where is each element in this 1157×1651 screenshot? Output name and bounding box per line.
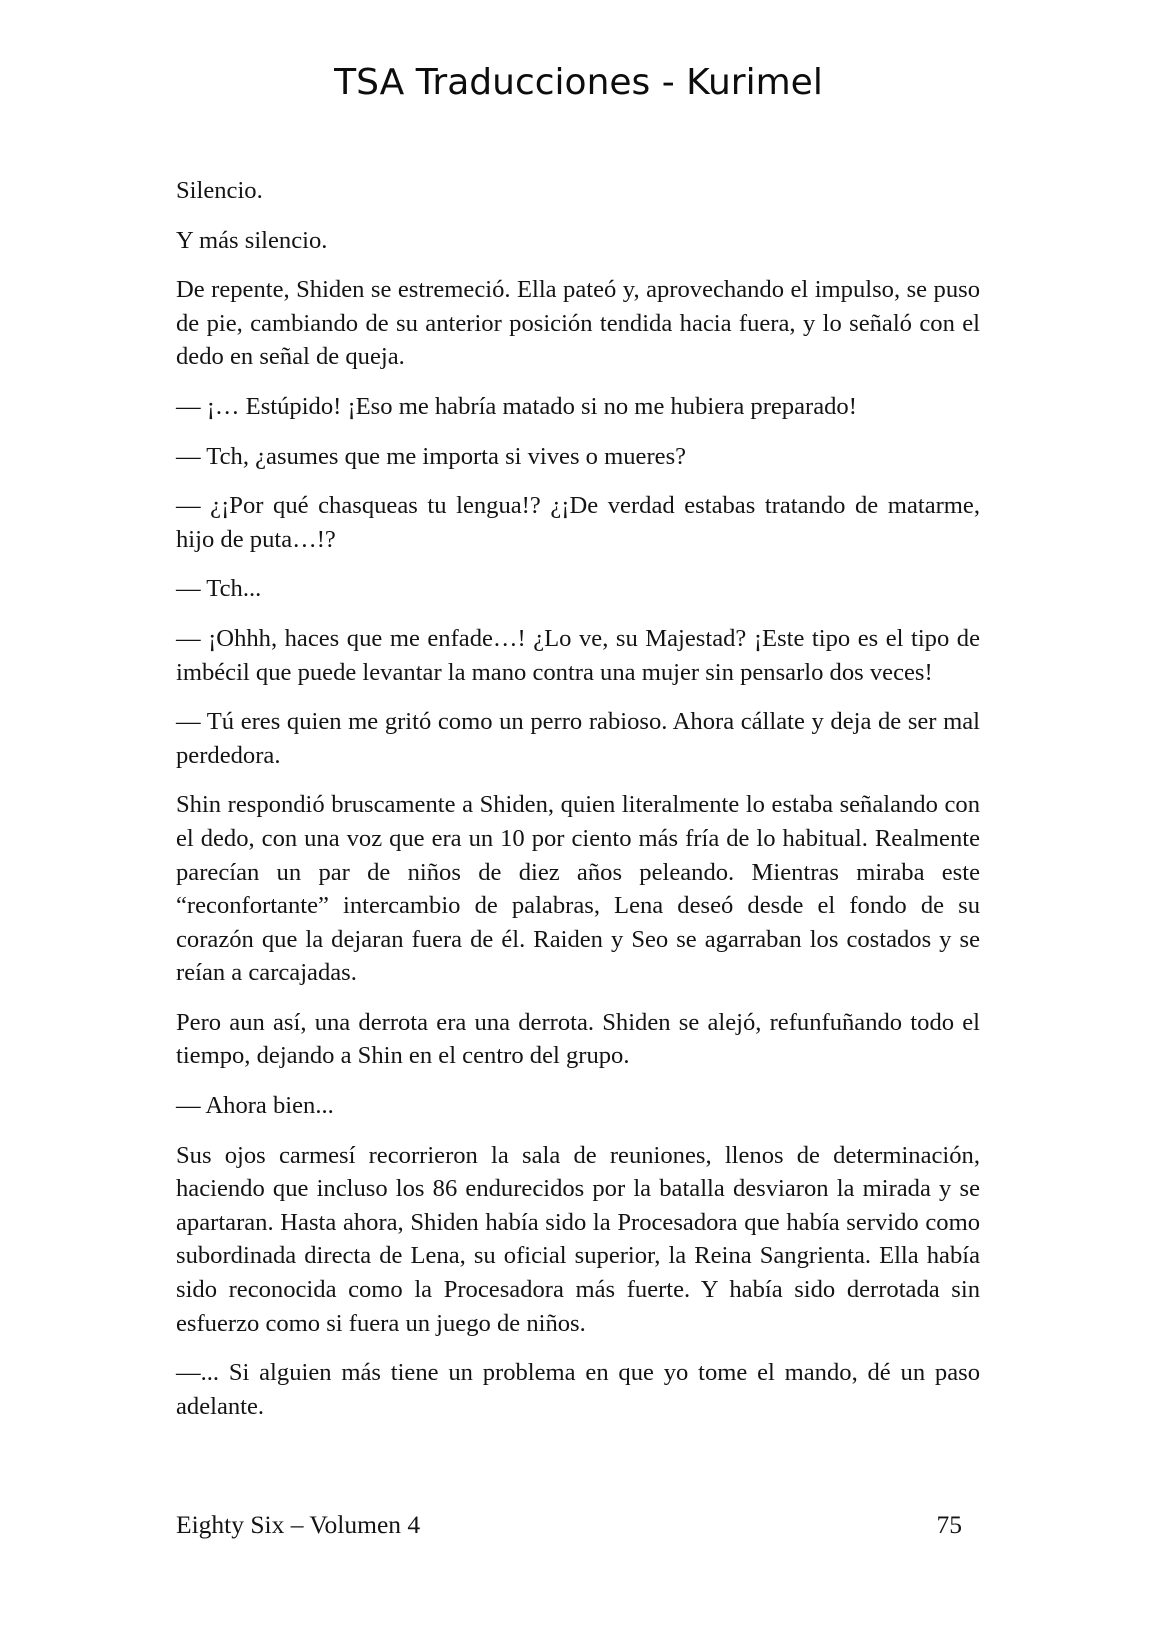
dialogue-line: — Tch, ¿asumes que me importa si vives o mueres? — [176, 442, 687, 470]
paragraph: Shin respondió bruscamente a Shiden, quien literalmente lo estaba señalando con el dedo, con una voz que era un 10 por ciento más fría de lo habitual. Realmente parecían un par de niños de diez años peleando. Mientras miraba este “reconfortante” intercambio de palabras, Lena deseó desde el fondo de su corazón que la dejaran fuera de él. Raiden y Seo se agarraban los costados y se reían a carcajadas. — [176, 791, 980, 987]
footer-page-number: 75 — [936, 1510, 962, 1539]
page-body — [176, 174, 980, 1439]
page-header-title: TSA Traducciones - Kurimel — [334, 62, 823, 103]
dialogue-line: — ¡Ohhh, haces que me enfade…! ¿Lo ve, su Majestad? ¡Este tipo es el tipo de imbécil que puede levantar la mano contra una mujer sin pensarlo dos veces! — [176, 624, 980, 686]
paragraph: Pero aun así, una derrota era una derrota. Shiden se alejó, refunfuñando todo el tiempo, dejando a Shin en el centro del grupo. — [176, 1008, 980, 1070]
dialogue-line: — Ahora bien... — [176, 1092, 334, 1120]
dialogue-line: —... Si alguien más tiene un problema en que yo tome el mando, dé un paso adelante. — [176, 1359, 980, 1420]
footer-book-title: Eighty Six – Volumen 4 — [176, 1510, 421, 1539]
paragraph: Sus ojos carmesí recorrieron la sala de reuniones, llenos de determinación, haciendo que incluso los 86 endurecidos por la batalla desviaron la mirada y se apartaran. Hasta ahora, Shiden había sido la Procesadora que había servido como subordinada directa de Lena, su oficial superior, la Reina Sangrienta. Ella había sido reconocida como la Procesadora más fuerte. Y había sido derrotada sin esfuerzo como si fuera un juego de niños. — [176, 1141, 980, 1337]
paragraph: De repente, Shiden se estremeció. Ella pateó y, aprovechando el impulso, se puso de pie, cambiando de su anterior posición tendida hacia fuera, y lo señaló con el dedo en señal de queja. — [176, 276, 980, 371]
dialogue-line: — Tú eres quien me gritó como un perro rabioso. Ahora cállate y deja de ser mal perdedora. — [176, 708, 980, 769]
paragraph: Y más silencio. — [176, 226, 328, 254]
dialogue-line: — Tch... — [176, 575, 262, 603]
paragraph: Silencio. — [176, 177, 263, 204]
dialogue-line: — ¿¡Por qué chasqueas tu lengua!? ¿¡De verdad estabas tratando de matarme, hijo de puta…!? — [176, 492, 980, 553]
dialogue-line: — ¡… Estúpido! ¡Eso me habría matado si no me hubiera preparado! — [176, 392, 857, 420]
